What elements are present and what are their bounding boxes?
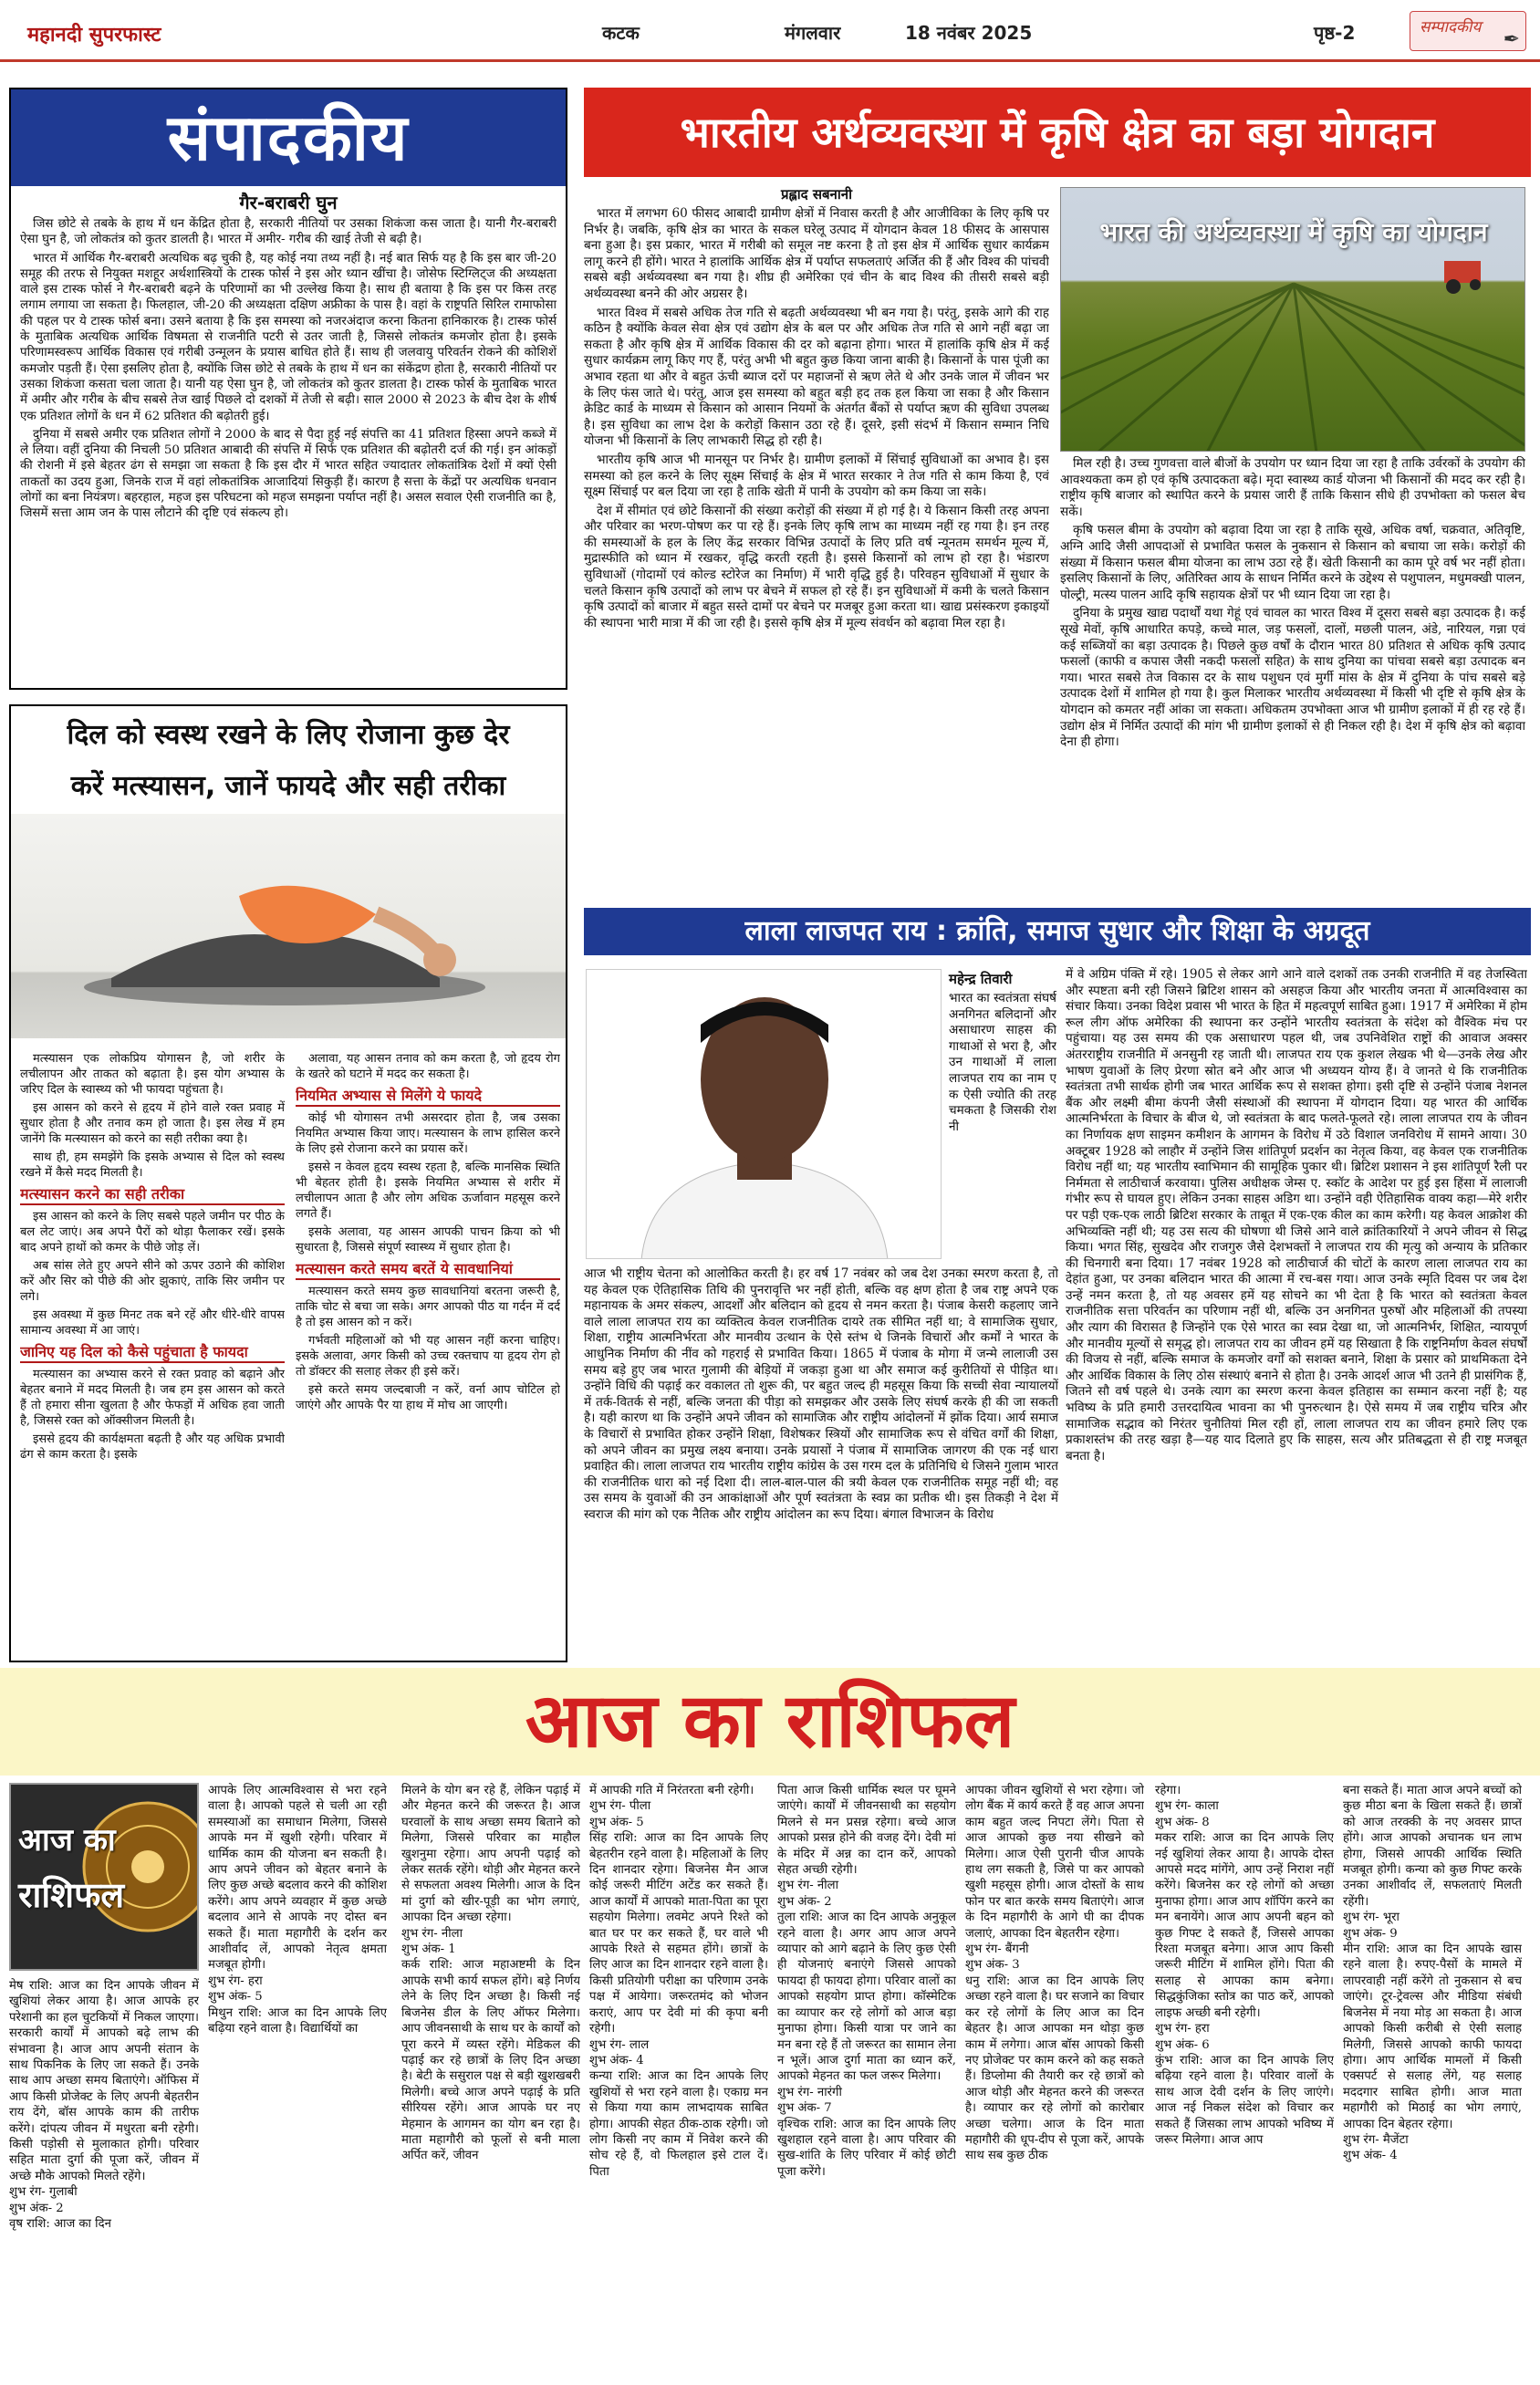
author-photo	[586, 969, 942, 1259]
yoga-paragraph: कोई भी योगासन तभी असरदार होता है, जब उसका नियमित अभ्यास किया जाए। मत्स्यासन के लाभ हासिल करने के लिए इसे रोजाना करने का प्रयास करें।	[296, 1111, 560, 1156]
horoscope-column: मिलने के योग बन रहे हैं, लेकिन पढ़ाई में और मेहनत करने की जरूरत है। आज घरवालों के साथ अच्छा समय बिताने को मिलेगा, जिससे परिवार का माहौल खुशनुमा रहेगा। आप अपनी पढ़ाई को लेकर सतर्क रहेंगे। थोड़ी और मेहनत करने से सफलता अवश्य मिलेगी। आज के दिन मां दुर्गा को खीर-पूड़ी का भोग लगाएं, आपका दिन अच्छा रहेगा। शुभ रंग- नीला शुभ अंक- 1 कर्क राशि: आज महाअष्टमी के दिन आपके सभी कार्य सफल होंगे। बड़े निर्णय लेने के लिए दिन अच्छा है। किसी नई बिजनेस डील के लिए ऑफर मिलेगा। आप जीवनसाथी के साथ घर के कार्यों को पूरा करने में व्यस्त रहेंगे। मेडिकल की पढ़ाई कर रहे छात्रों के लिए दिन अच्छा है। बेटी के ससुराल पक्ष से बड़ी खुशखबरी मिलेगी। बच्चे आज अपने पढ़ाई के प्रति सीरियस रहेंगे। आज आपके घर नए मेहमान के आगमन का योग बन रहा है। माता महागौरी को फूलों से बनी माला अर्पित करें, जीवन	[401, 1784, 580, 2163]
yoga-col-2	[296, 1051, 560, 1653]
day: मंगलवार	[785, 22, 841, 44]
lajpat-headline	[584, 908, 1531, 955]
yoga-paragraph: मत्स्यासन करते समय कुछ सावधानियां बरतना जरूरी है, ताकि चोट से बचा जा सके। अगर आपको पीठ या गर्दन में दर्द है तो इस आसन को न करें।	[296, 1285, 560, 1329]
agri-paragraph: भारत में लगभग 60 फीसद आबादी ग्रामीण क्षेत्रों में निवास करती है और आजीविका के लिए कृषि पर निर्भर है। जबकि, कृषि क्षेत्र का भारत के सकल घरेलू उत्पाद में योगदान केवल 18 फीसद के आसपास बना हुआ है। इस प्रकार, भारत में गरीबी को समूल नष्ट करना है तो इस क्षेत्र में आर्थिक सुधार कार्यक्रम लागू करने ही होंगे। भारत ने हालांकि आर्थिक क्षेत्र में पर्याप्त सफलताएं अर्जित की हैं और विश्व की पांचवी सबसे बड़ी अर्थव्यवस्था बन गया है। शीघ्र ही अमेरिका एवं चीन के बाद विश्व की तीसरी सबसे बड़ी अर्थव्यवस्था बनने की ओर अग्रसर है।	[584, 206, 1049, 301]
yoga-paragraph: गर्भवती महिलाओं को भी यह आसन नहीं करना चाहिए। इसके अलावा, अगर किसी को उच्च रक्तचाप या हृदय रोग हो तो डॉक्टर की सलाह लेकर ही इसे करें।	[296, 1334, 560, 1379]
yoga-paragraph: अलावा, यह आसन तनाव को कम करता है, जो हृदय रोग के खतरे को घटाने में मदद कर सकता है।	[296, 1052, 560, 1081]
horoscope-logo-line2: राशिफल	[18, 1875, 125, 1915]
paper-name: महानदी सुपरफास्ट	[27, 24, 161, 47]
yoga-paragraph: साथ ही, हम समझेंगे कि इसके अभ्यास से दिल को स्वस्थ रखने में कैसे मदद मिलती है।	[20, 1151, 285, 1180]
yoga-headline-line2: करें मत्स्यासन, जानें फायदे और सही तरीका	[70, 770, 506, 802]
yoga-subheading: नियमित अभ्यास से मिलेंगे ये फायदे	[296, 1088, 560, 1107]
agri-paragraph: भारतीय कृषि आज भी मानसून पर निर्भर है। ग्रामीण इलाकों में सिंचाई सुविधाओं का अभाव है। इस समस्या को हल करने के लिए सूक्ष्म सिंचाई के क्षेत्र में भारत सरकार ने तेज गति से काम किया है, एवं सूक्ष्म सिंचाई पर बल दिया जा रहा है ताकि खेती में पानी के उपयोग को कम किया जा सके।	[584, 452, 1049, 500]
lajpat-author: महेन्द्र तिवारी	[949, 971, 1013, 987]
horoscope-column: मेष राशि: आज का दिन आपके जीवन में खुशियां लेकर आया है। आज आपके हर परेशानी का हल चुटकियों में निकल जाएगा। सरकारी कार्यों में आपको बढ़े लाभ की संभावना है। आज आप अपनी संतान के साथ पिकनिक के लिए जा सकते हैं। उनके साथ आप अच्छा समय बिताएंगे। ऑफिस में आप किसी प्रोजेक्ट के लिए अपनी बेहतरीन राय देंगे, बॉस आपके काम की तारीफ करेंगे। दांपत्य जीवन में मधुरता बनी रहेगी। किसी पड़ोसी से मुलाकात होगी। परिवार सहित माता दुर्गा की पूजा करें, जीवन में अच्छे मौके आपको मिलते रहेंगे। शुभ रंग- गुलाबी शुभ अंक- 2 वृष राशि: आज का दिन	[9, 1979, 199, 2232]
yoga-paragraph: अब सांस लेते हुए अपने सीने को ऊपर उठाने की कोशिश करें और सिर को पीछे की ओर झुकाएं, ताकि सिर जमीन पर लगे।	[20, 1259, 285, 1304]
yoga-paragraph: इस आसन को करने के लिए सबसे पहले जमीन पर पीठ के बल लेट जाएं। अब अपने पैरों को थोड़ा फैलाकर रखें। इसके बाद अपने हाथों को कमर के पीछे जोड़ लें।	[20, 1210, 285, 1255]
agri-paragraph: भारत विश्व में सबसे अधिक तेज गति से बढ़ती अर्थव्यवस्था भी बन गया है। परंतु, इसके आगे की राह कठिन है क्योंकि केवल सेवा क्षेत्र एवं उद्योग क्षेत्र के बल पर और अधिक तेज गति से आगे नहीं बढ़ा जा सकता है और कृषि क्षेत्र में आर्थिक विकास की दर को बढ़ाना होगा। भारत में हालांकि कृषि क्षेत्र में कई सुधार कार्यक्रम लागू किए गए हैं, परंतु अभी भी बहुत कुछ किया जाना बाकी है। किसानों के पास पूंजी का अभाव रहता था और वे बहुत ऊंची ब्याज दरों पर महाजनों से ऋण लेते थे और उनके जाल में जीवन भर के लिए फंस जाते थे। परंतु, आज इस समस्या को बहुत बड़ी हद तक हल किया जा सका है और किसान क्रेडिट कार्ड के माध्यम से किसान को आसान नियमों के अंतर्गत बैंकों से पर्याप्त ऋण की सुविधा उपलब्ध है। इस सुविधा का लाभ देश के करोड़ों किसान उठा रहे हैं। दूसरे, इसी संदर्भ में किसान सम्मान निधि योजना भी किसानों के लिए लाभकारी सिद्ध हो रही है।	[584, 305, 1049, 449]
lajpat-intro: भारत का स्वतंत्रता संघर्ष अनगिनत बलिदानों और असाधारण साहस की गाथाओं से भरा है, और उन गाथाओं में लाला लाजपत राय का नाम एक ऐसी ज्योति की तरह चमकता है जिसकी रोशनी	[949, 991, 1056, 1134]
editorial-title: संपादकीय	[11, 89, 566, 186]
yoga-photo	[11, 814, 566, 1038]
agri-body-right	[1060, 456, 1525, 900]
editorial-subtitle: गैर-बराबरी घुन	[239, 192, 338, 214]
yoga-paragraph: मत्स्यासन एक लोकप्रिय योगासन है, जो शरीर के लचीलापन और ताकत को बढ़ाता है। इस योग अभ्यास के जरिए दिल के स्वास्थ्य को भी फायदा पहुंचता है।	[20, 1052, 285, 1097]
agri-photo-caption: भारत की अर्थव्यवस्था में कृषि का योगदान	[1099, 217, 1488, 247]
horoscope-column: आपका जीवन खुशियों से भरा रहेगा। जो लोग बैंक में कार्य करते हैं वह आज अपना काम बहुत जल्द निपटा लेंगे। पिता से आज आपको कुछ नया सीखने को मिलेगा। आज ऐसी पुरानी चीज आपके हाथ लग सकती है, जिसे पा कर आपको खुशी महसूस होगी। आज दोस्तों के साथ फोन पर बात करके समय बिताएंगे। आज के दिन महागौरी के आगे घी का दीपक जलाएं, आपका दिन बेहतरीन रहेगा। शुभ रंग- बैंगनी शुभ अंक- 3 धनु राशि: आज का दिन आपके लिए अच्छा रहने वाला है। घर सजाने का विचार कर रहे लोगों के लिए आज का दिन बेहतर है। आज आपका मन थोड़ा कुछ काम में लगेगा। आज बॉस आपको किसी नए प्रोजेक्ट पर काम करने को कह सकते हैं। डिप्लोमा की तैयारी कर रहे छात्रों को आज थोड़ी और मेहनत करने की जरूरत है। व्यापार कर रहे लोगों को कारोबार अच्छा चलेगा। आज के दिन माता महागौरी की धूप-दीप से पूजा करें, आपके साथ सब कुछ ठीक	[965, 1784, 1144, 2163]
horoscope-column: आपके लिए आत्मविश्वास से भरा रहने वाला है। आपको पहले से चली आ रही समस्याओं का समाधान मिलेगा, जिससे आपके मन में खुशी रहेगी। परिवार में धार्मिक काम की योजना बन सकती है। आप अपने जीवन को बेहतर बनाने के लिए कुछ अच्छे बदलाव करने की कोशिश करेंगे। आप अपने व्यवहार में कुछ अच्छे बदलाव आने से आपके नए दोस्त बन सकते हैं। माता महागौरी के दर्शन कर आशीर्वाद लें, आपको नेतृत्व क्षमता मजबूत होगी। शुभ रंग- हरा शुभ अंक- 5 मिथुन राशि: आज का दिन आपके लिए बढ़िया रहने वाला है। विद्यार्थियों का	[208, 1784, 387, 2036]
author-portrait-graphic	[587, 970, 942, 1259]
horoscope-banner	[0, 1668, 1540, 1776]
yoga-headline	[11, 706, 566, 814]
agri-paragraph: कृषि फसल बीमा के उपयोग को बढ़ावा दिया जा रहा है ताकि सूखे, अधिक वर्षा, चक्रवात, अतिवृष्टि, अग्नि आदि जैसी आपदाओं से प्रभावित फसल के नुकसान से किसान को बचाया जा सके। करोड़ों की संख्या में किसान फसल बीमा योजना का लाभ उठा रहे हैं। खेती किसानी का काम पूरे वर्ष भर नहीं होता। इसलिए किसानों के लिए, अतिरिक्त आय के साधन निर्मित करने के उद्देश्य से पशुपालन, मधुमक्खी पालन, पोल्ट्री, मत्स्य पालन आदि कृषि सहायक क्षेत्रों पर भी ध्यान दिया जा रहा है।	[1060, 523, 1525, 602]
city: कटक	[602, 22, 640, 44]
section-logo	[1410, 11, 1526, 51]
yoga-headline-line1: दिल को स्वस्थ रखने के लिए रोजाना कुछ देर	[67, 719, 510, 751]
yoga-paragraph: इस अवस्था में कुछ मिनट तक बने रहें और धीरे-धीरे वापस सामान्य अवस्था में आ जाएं।	[20, 1308, 285, 1338]
horoscope-column: में आपकी गति में निरंतरता बनी रहेगी। शुभ रंग- पीला शुभ अंक- 5 सिंह राशि: आज का दिन आपके लिए बेहतरीन रहने वाला है। महिलाओं के लिए दिन शानदार रहेगा। बिजनेस मैन आज कोई जरूरी मीटिंग अटेंड कर सकते हैं। आज कार्यों में आपको माता-पिता का पूरा सहयोग मिलेगा। लवमेट अपने रिश्ते को बात घर पर कर सकते हैं, घर वाले भी आपके रिश्ते से सहमत होंगे। छात्रों के लिए आज का दिन शानदार रहने वाला है। किसी प्रतियोगी परीक्षा का परिणाम उनके पक्ष में आयेगा। जरूरतमंद को भोजन कराएं, आप पर देवी मां की कृपा बनी रहेगी। शुभ रंग- लाल शुभ अंक- 4 कन्या राशि: आज का दिन आपके लिए खुशियों से भरा रहने वाला है। एकाग्र मन से किया गया काम लाभदायक साबित होगा। आपकी सेहत ठीक-ठाक रहेगी। जो लोग किसी नए काम में निवेश करने की सोच रहे हैं, वो फिलहाल इसे टाल दें। पिता	[589, 1784, 768, 2179]
yoga-box	[9, 704, 567, 1662]
section-logo-text: सम्पादकीय	[1420, 18, 1482, 36]
yoga-subheading: जानिए यह दिल को कैसे पहुंचाता है फायदा	[20, 1344, 285, 1363]
page-number: पृष्ठ-2	[1314, 22, 1356, 44]
horoscope-logo	[9, 1783, 199, 1971]
yoga-paragraph: इसे करते समय जल्दबाजी न करें, वर्ना आप चोटिल हो जाएंगे और आपके पैर या हाथ में मोच आ जाएगी।	[296, 1383, 560, 1412]
horoscope-column: पिता आज किसी धार्मिक स्थल पर घूमने जाएंगे। कार्यों में जीवनसाथी का सहयोग मिलने से मन प्रसन्न रहेगा। बच्चे आज आपको प्रसन्न होने की वजह देंगे। देवी मां के मंदिर में अन्न का दान करें, आपको सेहत अच्छी रहेगी। शुभ रंग- नीला शुभ अंक- 2 तुला राशि: आज का दिन आपके अनुकूल रहने वाला है। अगर आप आज अपने व्यापार को आगे बढ़ाने के लिए कुछ ऐसी ही योजनाएं बनाएंगे जिससे आपको फायदा ही फायदा होगा। परिवार वालों का आपको सहयोग प्राप्त होगा। कॉस्मेटिक का व्यापार कर रहे लोगों को आज बड़ा मुनाफा होगा। किसी यात्रा पर जाने का मन बना रहे हैं तो जरूरत का सामान लेना न भूलें। आज दुर्गा माता का ध्यान करें, आपको मेहनत का फल जरूर मिलेगा। शुभ रंग- नारंगी शुभ अंक- 7 वृश्चिक राशि: आज का दिन आपके लिए खुशहाल रहने वाला है। आप परिवार की सुख-शांति के लिए परिवार में कोई छोटी पूजा करेंगे।	[777, 1784, 956, 2179]
agri-paragraph: देश में सीमांत एवं छोटे किसानों की संख्या करोड़ों की संख्या में हो गई है। ये किसान किसी तरह अपना और परिवार का भरण-पोषण कर पा रहे हैं। इनके लिए कृषि लाभ का माध्यम नहीं रह गया है। इन तरह की समस्याओं के हल के लिए केंद्र सरकार विभिन्न उत्पादों के लिए प्रति वर्ष न्यूनतम समर्थन मूल्य में, मुद्रास्फीति को ध्यान में रखकर, वृद्धि करती रहती है। इससे किसानों को लाभ हो रहा है। भंडारण सुविधाओं (गोदामों एवं कोल्ड स्टोरेज का निर्माण) में भारी वृद्धि हुई है। परिवहन सुविधाओं में सुधार के चलते किसान कृषि उत्पादों को लाभ पर बेचने में सफल हो रहे हैं। इन सुविधाओं में कमी के चलते किसान कृषि उत्पादों को बाजार में बहुत सस्ते दामों पर बेचने पर मजबूर हुआ करता था। खाद्य प्रसंस्करण इकाइयों की स्थापना भारी मात्रा में की जा रही है। इससे कृषि क्षेत्र में मूल्य संवर्धन को बढ़ावा मिल रहा है।	[584, 503, 1049, 630]
horoscope-column: बना सकते हैं। माता आज अपने बच्चों को कुछ मीठा बना के खिला सकते हैं। छात्रों को आज तरक्की के नए अवसर प्राप्त होंगे। आज आपको अचानक धन लाभ होगा, जिससे आपकी आर्थिक स्थिति मजबूत होगी। कन्या को कुछ गिफ्ट करके उनका आशीर्वाद लें, सफलताएं मिलती रहेंगी। शुभ रंग- भूरा शुभ अंक- 9 मीन राशि: आज का दिन आपके खास रहने वाला है। रुपए-पैसों के मामले में लापरवाही नहीं करेंगे तो नुकसान से बच जाएंगे। टूर-ट्रेवल्स और मीडिया संबंधी बिजनेस में नया मोड़ आ सकता है। आज आपको किसी करीबी से ऐसी सलाह मिलेगी, जिससे आपको काफी फायदा होगा। आप आर्थिक मामलों में किसी एक्सपर्ट से सलाह लेंगे, यह सलाह मददगार साबित होगी। आज माता महागौरी को मिठाई का भोग लगाएं, आपका दिन बेहतर रहेगा। शुभ रंग- मैजेंटा शुभ अंक- 4	[1343, 1784, 1522, 2163]
agri-paragraph: दुनिया के प्रमुख खाद्य पदार्थों यथा गेहूं एवं चावल का भारत विश्व में दूसरा सबसे बड़ा उत्पादक है। कई सूखे मेवों, कृषि आधारित कपड़े, कच्चे माल, जड़ फसलों, दालों, मछली पालन, अंडे, नारियल, गन्ना एवं कई सब्जियों का बड़ा उत्पादक है। पिछले कुछ वर्षों के दौरान भारत 80 प्रतिशत से अधिक कृषि उत्पाद फसलों (काफी व कपास जैसी नकदी फसलों सहित) के साथ दुनिया का पांचवा सबसे बड़ा उत्पादक बन गया। भारत सबसे तेज विकास दर के साथ पशुधन एवं मुर्गी मांस के क्षेत्र में दुनिया के पांच सबसे बड़े उत्पादक देशों में शामिल हो गया है। कुल मिलाकर भारतीय अर्थव्यवस्था में किसी भी दृष्टि से कृषि क्षेत्र के योगदान को कमतर नहीं आंका जा सकता। अधिकतम उपभोक्ता आज भी ग्रामीण इलाकों में ही रह रहे हैं। उद्योग क्षेत्र में निर्मित उत्पादों की मांग भी ग्रामीण इलाकों से ही निकल रही है। देश में कृषि क्षेत्र को बढ़ावा देना ही होगा।	[1060, 606, 1525, 750]
yoga-paragraph: इसके अलावा, यह आसन आपकी पाचन क्रिया को भी सुधारता है, जिससे संपूर्ण स्वास्थ्य में सुधार होता है।	[296, 1225, 560, 1255]
yoga-pose-graphic	[11, 814, 566, 1038]
editorial-box	[9, 88, 567, 690]
editorial-paragraph: जिस छोटे से तबके के हाथ में धन केंद्रित होता है, सरकारी नीतियों पर उसका शिकंजा कस जाता है। यानी गैर-बराबरी ऐसा घुन है, जो लोकतंत्र को कुतर डालती है। भारत में अमीर- गरीब की खाई तेजी से बढ़ी है।	[20, 217, 557, 247]
editorial-paragraph: भारत में आर्थिक गैर-बराबरी अत्यधिक बढ़ चुकी है, यह कोई नया तथ्य नहीं है। नई बात सिर्फ यह है कि इस बार जी-20 समूह की तरफ से नियुक्त मशहूर अर्थशास्त्रियों के टास्क फोर्स ने इस ओर ध्यान खींचा है। जोसेफ स्टिग्लिट्ज की अध्यक्षता वाले इस टास्क फोर्स ने गैर-बराबरी बढ़ने के परिणामों का भी उल्लेख किया है। साथ ही बताया है कि इस पर किस तरह लगाम लगाया जा सकता है। फिलहाल, जी-20 की अध्यक्षता दक्षिण अफ्रीका के पास है। वहां के राष्ट्रपति सिरिल रामाफोसा की पहल पर ये टास्क फोर्स बना। उसने बताया है कि इस समस्या को नजरअंदाज करना कितना हानिकारक है। टास्क फोर्स के मुताबिक अत्यधिक आर्थिक विषमता से राजनीति पटरी से उतर जाती है, जिससे लोकतंत्र कमजोर होता है। इसके परिणामस्वरूप आर्थिक विकास एवं गरीबी उन्मूलन के प्रयास बाधित होते हैं। साथ ही जलवायु परिवर्तन रोकने की कोशिशें कमजोर पड़ती हैं। ऐसा इसलिए होता है, क्योंकि जिस छोटे से तबके के हाथ में धन का संकेंद्रण होता है, सरकारी नीतियों पर उसका शिकंजा कसता चला जाता है। यानी यह ऐसा घुन है, जो लोकतंत्र को कुतर डालता है। टास्क फोर्स के मुताबिक भारत में अमीर और गरीब के बीच सबसे तेज खाई पिछले दो दशकों में तेजी से बढ़ी। साल 2000 से 2023 के बीच देश के शीर्ष एक प्रतिशत लोगों के धन में 62 प्रतिशत की बढ़ोतरी हुई।	[20, 251, 557, 423]
agri-headline	[584, 88, 1531, 177]
yoga-subheading: मत्स्यासन करने का सही तरीका	[20, 1186, 285, 1205]
horoscope-logo-line1: आज का	[18, 1822, 116, 1859]
yoga-paragraph: इससे हृदय की कार्यक्षमता बढ़ती है और यह अधिक प्रभावी ढंग से काम करता है। इसके	[20, 1432, 285, 1462]
lajpat-headline-text: लाला लाजपत राय : क्रांति, समाज सुधार और शिक्षा के अग्रदूत	[744, 915, 1370, 947]
horoscope-banner-title: आज का राशिफल	[525, 1678, 1015, 1765]
editorial-body	[11, 216, 566, 691]
yoga-subheading: मत्स्यासन करते समय बरतें ये सावधानियां	[296, 1261, 560, 1280]
yoga-paragraph: इससे न केवल हृदय स्वस्थ रहता है, बल्कि मानसिक स्थिति भी बेहतर होती है। इसके नियमित अभ्यास से शरीर में लचीलापन आता है और लोग अधिक ऊर्जावान महसूस करने लगते हैं।	[296, 1161, 560, 1221]
editorial-paragraph: दुनिया में सबसे अमीर एक प्रतिशत लोगों ने 2000 के बाद से पैदा हुई नई संपत्ति का 41 प्रतिशत हिस्सा अपने कब्जे में ले लिया। वहीं दुनिया की निचली 50 प्रतिशत आबादी की संपत्ति में सिर्फ एक प्रतिशत की बढ़ोतरी दर्ज की गई। इन आंकड़ों की रोशनी में इसे बेहतर ढंग से समझा जा सकता है कि इस दौर में भारत सहित ज्यादातर लोकतांत्रिक देशों में क्यों ऐसी ताकतों का उदय हुआ, जिनके राज में वहां लोकतांत्रिक आजादियां सिकुड़ी हैं। कारण है सत्ता के केंद्रों पर अत्यधिक धनवान लोगों का बना नियंत्रण। बहरहाल, महज इस परिघटना को महज समझना पर्याप्त नहीं है। असल सवाल ऐसी राजनीति का है, जिसमें सत्ता आम जन के पास लौटाने की दृष्टि एवं संकल्प हो।	[20, 427, 557, 521]
agri-photo	[1060, 187, 1525, 452]
page-header	[0, 0, 1540, 62]
quill-icon: ✒	[1503, 28, 1520, 51]
agri-body-left	[584, 206, 1049, 900]
yoga-paragraph: मत्स्यासन का अभ्यास करने से रक्त प्रवाह को बढ़ाने और बेहतर बनाने में मदद मिलती है। जब हम इस आसन को करते हैं तो हमारा सीना खुलता है और फेफड़ों में अधिक हवा जाती है, जिससे रक्त को ऑक्सीजन मिलती है।	[20, 1368, 285, 1428]
yoga-col-1	[20, 1051, 285, 1653]
lajpat-body-left: आज भी राष्ट्रीय चेतना को आलोकित करती है। हर वर्ष 17 नवंबर को जब देश उनका स्मरण करता है, तो यह केवल एक ऐतिहासिक तिथि की पुनरावृत्ति भर नहीं होती, बल्कि वह क्षण होता है जब राष्ट्र अपने एक महानायक के अमर संकल्प, आदर्शों और बलिदान को हृदय से नमन करता है। पंजाब केसरी कहलाए जाने वाले लाला लाजपत राय का व्यक्तित्व केवल राजनीतिक दायरे तक सीमित नहीं था; वे सामाजिक सुधार, शिक्षा, राष्ट्रीय आत्मनिर्भरता और मानवीय उत्थान के ऐसे स्तंभ थे जिनके विचारों और कर्मों ने भारत के आधुनिक निर्माण की नींव को गहराई से प्रभावित किया। 1865 में पंजाब के मोगा में जन्मे लालाजी उस समय बड़े हुए जब भारत गुलामी की बेड़ियों में जकड़ा हुआ था और समाज कई कुरीतियों से पीड़ित था। उन्होंने विधि की पढ़ाई कर वकालत तो शुरू की, पर बहुत जल्द ही महसूस किया कि सच्ची सेवा न्यायालयों में तर्क-वितर्क से नहीं, बल्कि जनता की पीड़ा को समझकर और उसके लिए संघर्ष करके ही की जा सकती है। यही कारण था कि उन्होंने अपने जीवन को सामाजिक और राष्ट्रीय आंदोलनों में झोंक दिया। आर्य समाज के विचारों से प्रभावित होकर उन्होंने शिक्षा, विशेषकर स्त्रियों और सामाजिक रूप से वंचित वर्गों की शिक्षा, को अपने जीवन का प्रमुख लक्ष्य बनाया। उनके प्रयासों ने पंजाब में सामाजिक जागरण की एक नई धारा प्रवाहित की। लाला लाजपत राय भारतीय राष्ट्रीय कांग्रेस के उस गरम दल के प्रतिनिधि थे जिसने गुलाम भारत की राजनीतिक धारा को नई दिशा दी। लाल-बाल-पाल की त्रयी केवल एक राजनीतिक समूह नहीं थी; वह उस समय के युवाओं की उन आकांक्षाओं और पूर्ण स्वतंत्रता के स्वप्न का प्रतीक थी। इस तिकड़ी ने देश में स्वराज की मांग को एक नैतिक और राष्ट्रीय आंदोलन का रूप दिया। बंगाल विभाजन के विरोध	[584, 1266, 1058, 1522]
yoga-paragraph: इस आसन को करने से हृदय में होने वाले रक्त प्रवाह में सुधार होता है और तनाव कम हो जाता है। इस लेख में हम जानेंगे कि मत्स्यासन को करने का सही तरीका क्या है।	[20, 1101, 285, 1146]
agri-headline-text: भारतीय अर्थव्यवस्था में कृषि क्षेत्र का बड़ा योगदान	[680, 108, 1435, 157]
agri-paragraph: मिल रही है। उच्च गुणवत्ता वाले बीजों के उपयोग पर ध्यान दिया जा रहा है ताकि उर्वरकों के उपयोग की आवश्यकता कम हो एवं कृषि उत्पादकता बढ़े। मृदा स्वास्थ्य कार्ड योजना भी किसानों की मदद कर रही है। राष्ट्रीय कृषि बाजार को स्थापित करने के प्रयास जारी हैं ताकि किसान सीधे ही उपभोक्ता को फसल बेच सकें।	[1060, 456, 1525, 519]
lajpat-body-right: में वे अग्रिम पंक्ति में रहे। 1905 से लेकर आगे आने वाले दशकों तक उनकी राजनीति में वह तेजस्विता और स्पष्टता बनी रही जिसने ब्रिटिश शासन को असहज किया और भारतीय जनता में आत्मविश्वास का संचार किया। उनका विदेश प्रवास भी भारत के हित में महत्वपूर्ण साबित हुआ। 1917 में अमेरिका में होम रूल लीग ऑफ अमेरिका की स्थापना कर उन्होंने भारतीय स्वतंत्रता के संदेश को वैश्विक मंच पर पहुंचाया। यह उस समय की एक असाधारण पहल थी, जब उपनिवेशित राष्ट्रों की आवाज अक्सर अंतरराष्ट्रीय राजनीति में अनसुनी रह जाती थी। लाजपत राय एक कुशल लेखक भी थे—उनके लेख और भाषण युवाओं के लिए प्रेरणा स्रोत बने और आज भी अध्ययन योग्य हैं। वे जानते थे कि राजनीतिक स्वतंत्रता तभी सार्थक होगी जब भारत आर्थिक रूप से सशक्त होगा। इसी दृष्टि से उन्होंने पंजाब नेशनल बैंक और लक्ष्मी बीमा कंपनी जैसी संस्थाओं की स्थापना में योगदान दिया। यह भारत की आर्थिक आत्मनिर्भरता के विचार के बीज थे, जो स्वतंत्रता के बाद फलते-फूलते रहे। लाला लाजपत राय के जीवन का निर्णायक क्षण साइमन कमीशन के आगमन के विरोध में उठे विशाल जनविरोध में सामने आया। 30 अक्टूबर 1928 को लाहौर में उन्होंने जिस शांतिपूर्ण प्रदर्शन का नेतृत्व किया, वह केवल एक राजनीतिक विरोध नहीं था; यह भारतीय स्वाभिमान की सामूहिक पुकार थी। ब्रिटिश प्रशासन ने इस शांतिपूर्ण रैली पर निर्ममता से लाठीचार्ज करवाया। पुलिस अधीक्षक जेम्स ए. स्कॉट के आदेश पर हुई इस हिंसा में लालाजी गंभीर रूप से घायल हुए। लेकिन उनका साहस अडिग था। उन्होंने वही ऐतिहासिक वाक्य कहा—मेरे शरीर पर पड़ी एक-एक लाठी ब्रिटिश सरकार के ताबूत में एक-एक कील का काम करेगी। यह केवल आक्रोश की अभिव्यक्ति नहीं थी; यह उस सत्य की घोषणा थी जिसे आने वाले क्रांतिकारियों ने अपने जीवन से सिद्ध किया। भगत सिंह, सुखदेव और राजगुरु जैसे देशभक्तों ने लाजपत राय की मृत्यु को अन्याय के प्रतिकार की चिनगारी बना दिया। 17 नवंबर 1928 को लाठीचार्ज की चोटों के कारण लाला लाजपत राय का देहांत हुआ, पर उनका बलिदान भारत की आत्मा में रच-बस गया। आज उनके स्मृति दिवस पर जब देश उन्हें नमन करता है, तो यह अवसर हमें यह सोचने का भी देता है कि भारत को स्वतंत्रता केवल राजनीतिक सत्ता परिवर्तन का परिणाम नहीं थी, बल्कि उन अनगिनत पुरुषों और महिलाओं की तपस्या और त्याग की विरासत है जिन्होंने एक ऐसे भारत का स्वप्न देखा था, जो आत्मनिर्भर, शिक्षित, न्यायपूर्ण और मानवीय मूल्यों से समृद्ध हो। लाजपत राय का जीवन हमें यह सिखाता है कि राष्ट्रनिर्माण केवल संघर्षों की विजय से नहीं, बल्कि समाज के कमजोर वर्गों को सशक्त बनाने, शिक्षा के प्रसार को प्राथमिकता देने और आर्थिक विकास के लिए ठोस संस्थाएं बनाने से होता है। उनके आदर्श आज भी उतने ही प्रासंगिक हैं, जितने सौ वर्ष पहले थे। उनके त्याग का स्मरण करना केवल इतिहास का सम्मान करना नहीं है; यह भविष्य के प्रति हमारी उत्तरदायित्व भावना का भी पुनरुत्थान है। ऐसे समय में जब राष्ट्रीय चरित्र और सामाजिक सद्भाव को निरंतर चुनौतियां मिल रही हों, लाला लाजपत राय का जीवन हमारे लिए एक प्रकाशस्तंभ की तरह खड़ा है—यह याद दिलाते हुए कि साहस, सत्य और प्रतिबद्धता से ही राष्ट्र मजबूत बनता है।	[1066, 967, 1527, 1463]
date: 18 नवंबर 2025	[905, 22, 1033, 44]
horoscope-column: रहेगा। शुभ रंग- काला शुभ अंक- 8 मकर राशि: आज का दिन आपके लिए नई खुशियां लेकर आया है। आपके दोस्त आपसे मदद मांगेंगे, आप उन्हें निराश नहीं करेंगे। बिजनेस कर रहे लोगों को अच्छा मुनाफा होगा। आज आप शॉपिंग करने का मन बनायेंगे। आज आप अपनी बहन को कुछ गिफ्ट दे सकते हैं, जिससे आपका रिश्ता मजबूत बनेगा। आज आप किसी जरूरी मीटिंग में शामिल होंगे। पिता की सलाह से आपका काम बनेगा। सिद्धकुंजिका स्तोत्र का पाठ करें, आपको लाइफ अच्छी बनी रहेगी। शुभ रंग- हरा शुभ अंक- 6 कुंभ राशि: आज का दिन आपके लिए बढ़िया रहने वाला है। परिवार वालों के साथ आज देवी दर्शन के लिए जाएंगे। आज नई निकल संदेश को विचार कर सकते हैं जिसका लाभ आपको भविष्य में जरूर मिलेगा। आज आप	[1155, 1784, 1334, 2147]
agri-author: प्रह्लाद सबनानी	[781, 186, 852, 203]
